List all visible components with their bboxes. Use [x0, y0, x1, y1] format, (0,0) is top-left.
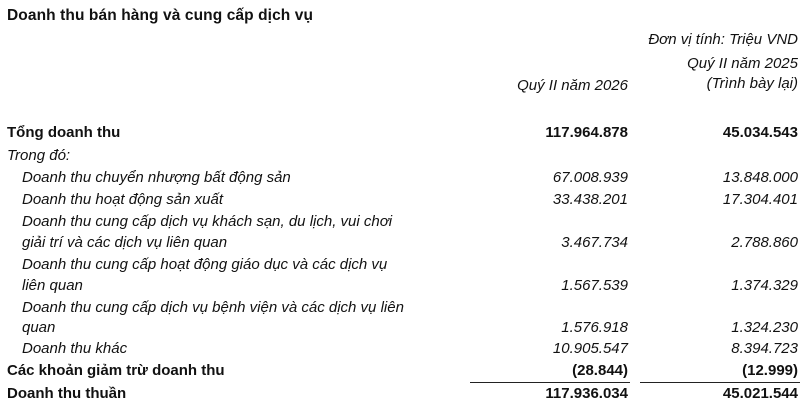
value-current: 117.936.034 [545, 385, 628, 402]
row-label: Trong đó: [7, 147, 71, 164]
row-label: Doanh thu cung cấp dịch vụ khách sạn, du lịch, vui chơi [22, 213, 393, 230]
section-title: Doanh thu bán hàng và cung cấp dịch vụ [7, 7, 314, 24]
row-label: liên quan [22, 277, 83, 294]
row-label: Doanh thu thuần [7, 385, 127, 402]
row-label: quan [22, 319, 56, 336]
table-row-total [0, 124, 810, 146]
table-row-of-which [0, 147, 810, 169]
value-prior: 1.324.230 [731, 319, 798, 336]
table-row-hospital-line2 [0, 319, 810, 341]
column-header-current [517, 76, 628, 96]
row-label: Doanh thu hoạt động sản xuất [22, 191, 223, 208]
value-prior: 45.021.544 [722, 385, 798, 402]
value-prior: 45.034.543 [722, 124, 798, 141]
table-row-real-estate [0, 169, 810, 191]
row-label: giải trí và các dịch vụ liên quan [22, 234, 228, 251]
row-label: Các khoản giảm trừ doanh thu [7, 362, 225, 379]
table-row-hospitality-line1 [0, 213, 810, 235]
column-header-prior [687, 54, 798, 94]
subtotal-rule-prior [640, 382, 800, 383]
table-row-education-line1 [0, 256, 810, 278]
value-prior: 1.374.329 [731, 277, 798, 294]
table-row-deductions [0, 362, 810, 384]
column-header-current-label: Quý II năm 2026 [517, 77, 628, 94]
column-header-prior-line2: (Trình bày lại) [706, 75, 798, 92]
value-current: 117.964.878 [545, 124, 628, 141]
row-label: Doanh thu khác [22, 340, 128, 357]
subtotal-rule-current [470, 382, 630, 383]
value-prior: 13.848.000 [722, 169, 798, 186]
table-row-net [0, 385, 810, 407]
unit-note: Đơn vị tính: Triệu VND [648, 31, 798, 48]
value-current: 10.905.547 [552, 340, 628, 357]
value-current: 1.576.918 [561, 319, 628, 336]
value-current: (28.844) [572, 362, 628, 379]
value-prior: 8.394.723 [731, 340, 798, 357]
row-label: Doanh thu cung cấp hoạt động giáo dục và các dịch vụ [22, 256, 388, 273]
table-row-hospital-line1 [0, 299, 810, 321]
value-current: 67.008.939 [552, 169, 628, 186]
value-current: 3.467.734 [561, 234, 628, 251]
table-row-other [0, 340, 810, 362]
table-row-manufacturing [0, 191, 810, 213]
value-current: 1.567.539 [561, 277, 628, 294]
value-prior: 2.788.860 [731, 234, 798, 251]
row-label: Doanh thu chuyển nhượng bất động sản [22, 169, 291, 186]
column-header-prior-line1: Quý II năm 2025 [687, 55, 798, 72]
row-label: Doanh thu cung cấp dịch vụ bệnh viện và các dịch vụ liên [22, 299, 404, 316]
value-prior: (12.999) [742, 362, 798, 379]
value-prior: 17.304.401 [722, 191, 798, 208]
table-row-hospitality-line2 [0, 234, 810, 256]
row-label: Tổng doanh thu [7, 124, 121, 141]
value-current: 33.438.201 [552, 191, 628, 208]
table-row-education-line2 [0, 277, 810, 299]
